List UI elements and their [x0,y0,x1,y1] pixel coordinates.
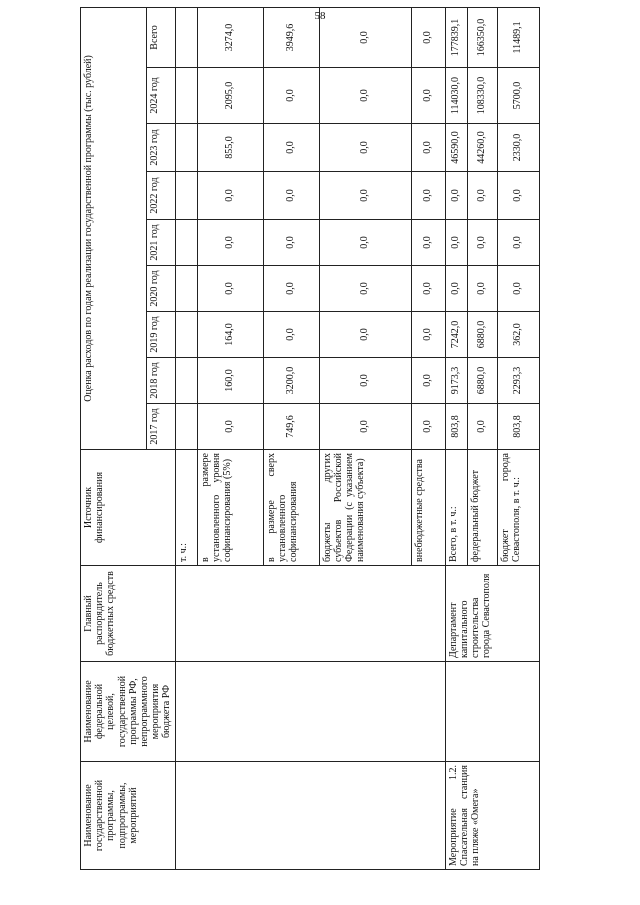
header-year: 2021 год [146,220,175,266]
value-cell [175,266,197,312]
value-cell: 7242,0 [445,312,467,358]
value-cell [175,312,197,358]
event-1-2-name: Мероприятие 1.2. Спасательная станция на пляже «Омега» [445,762,539,870]
source-cell: бюджеты других субъектов Российской Федерации (с указанием наименования субъекта) [319,450,411,566]
value-cell [175,68,197,124]
value-cell [175,220,197,266]
value-cell [175,358,197,404]
value-cell: 0,0 [263,68,319,124]
value-cell: 0,0 [445,220,467,266]
header-source: Источник финансирования [81,450,176,566]
source-cell: т. ч.: [175,450,197,566]
value-cell: 0,0 [319,266,411,312]
header-year: 2017 год [146,404,175,450]
header-year: 2020 год [146,266,175,312]
value-cell: 0,0 [263,312,319,358]
value-cell: 0,0 [467,404,497,450]
header-administrator: Главный распорядитель бюджетных средств [81,566,176,662]
value-cell [175,124,197,172]
value-cell: 0,0 [467,220,497,266]
value-cell: 0,0 [497,172,539,220]
source-cell: федеральный бюджет [467,450,497,566]
value-cell: 749,6 [263,404,319,450]
header-total: Всего [146,7,175,67]
event-1-2-administrator: Департамент капитального строительства города Севастополя [445,566,539,662]
value-cell: 0,0 [263,266,319,312]
rotated-table-page [80,18,640,870]
value-cell: 160,0 [197,358,263,404]
value-cell: 0,0 [319,312,411,358]
source-cell: внебюджетные средства [411,450,445,566]
value-cell: 0,0 [319,172,411,220]
value-cell: 3200,0 [263,358,319,404]
value-cell: 0,0 [319,220,411,266]
value-cell: 0,0 [263,124,319,172]
value-cell: 0,0 [319,358,411,404]
header-year: 2019 год [146,312,175,358]
header-year: 2023 год [146,124,175,172]
value-cell: 2095,0 [197,68,263,124]
value-cell: 44260,0 [467,124,497,172]
value-cell: 0,0 [497,266,539,312]
value-cell: 114030,0 [445,68,467,124]
value-cell [175,7,197,67]
value-cell: 0,0 [411,404,445,450]
value-cell: 0,0 [467,266,497,312]
header-year: 2024 год [146,68,175,124]
value-cell [175,172,197,220]
value-cell: 803,8 [497,404,539,450]
value-cell: 2293,3 [497,358,539,404]
value-cell: 0,0 [411,68,445,124]
value-cell: 0,0 [497,220,539,266]
source-cell: бюджет города Севастополя, в т. ч.: [497,450,539,566]
value-cell: 3949,6 [263,7,319,67]
value-cell: 0,0 [411,312,445,358]
value-cell: 0,0 [411,124,445,172]
administrator-cell-empty [175,566,445,662]
value-cell: 46590,0 [445,124,467,172]
header-program: Наименование государственной программы, подпрограммы, мероприятий [81,762,176,870]
value-cell: 0,0 [319,124,411,172]
value-cell: 0,0 [445,266,467,312]
value-cell: 0,0 [467,172,497,220]
header-estimate: Оценка расходов по годам реализации государственной программы (тыс. рублей) [81,7,147,449]
value-cell: 0,0 [263,172,319,220]
value-cell: 9173,3 [445,358,467,404]
source-cell: в размере установленного уровня софинансирования (5%) [197,450,263,566]
value-cell: 0,0 [197,266,263,312]
value-cell: 0,0 [197,220,263,266]
value-cell: 0,0 [319,404,411,450]
header-year: 2018 год [146,358,175,404]
header-federal-program: Наименование федеральной целевой, государственной программы РФ, непрограммного мероприятия бюджета РФ [81,662,176,762]
value-cell: 362,0 [497,312,539,358]
value-cell: 6880,0 [467,358,497,404]
value-cell: 0,0 [411,7,445,67]
value-cell: 0,0 [411,172,445,220]
value-cell: 0,0 [263,220,319,266]
value-cell: 0,0 [197,404,263,450]
value-cell: 0,0 [319,68,411,124]
value-cell: 164,0 [197,312,263,358]
page-number: 58 [314,10,326,22]
value-cell: 0,0 [411,358,445,404]
source-cell: в размере сверх установленного софинансирования [263,450,319,566]
value-cell: 3274,0 [197,7,263,67]
value-cell: 803,8 [445,404,467,450]
value-cell: 11489,1 [497,7,539,67]
value-cell [175,404,197,450]
value-cell: 5700,0 [497,68,539,124]
budget-table [80,7,540,870]
value-cell: 6880,0 [467,312,497,358]
value-cell: 177839,1 [445,7,467,67]
source-cell: Всего, в т. ч.: [445,450,467,566]
federal-program-cell-empty [175,662,445,762]
value-cell: 0,0 [197,172,263,220]
value-cell: 0,0 [445,172,467,220]
value-cell: 0,0 [411,266,445,312]
value-cell: 108330,0 [467,68,497,124]
federal-program-cell-empty [445,662,539,762]
value-cell: 855,0 [197,124,263,172]
header-year: 2022 год [146,172,175,220]
value-cell: 0,0 [319,7,411,67]
value-cell: 2330,0 [497,124,539,172]
value-cell: 166350,0 [467,7,497,67]
value-cell: 0,0 [411,220,445,266]
program-cell-empty [175,762,445,870]
